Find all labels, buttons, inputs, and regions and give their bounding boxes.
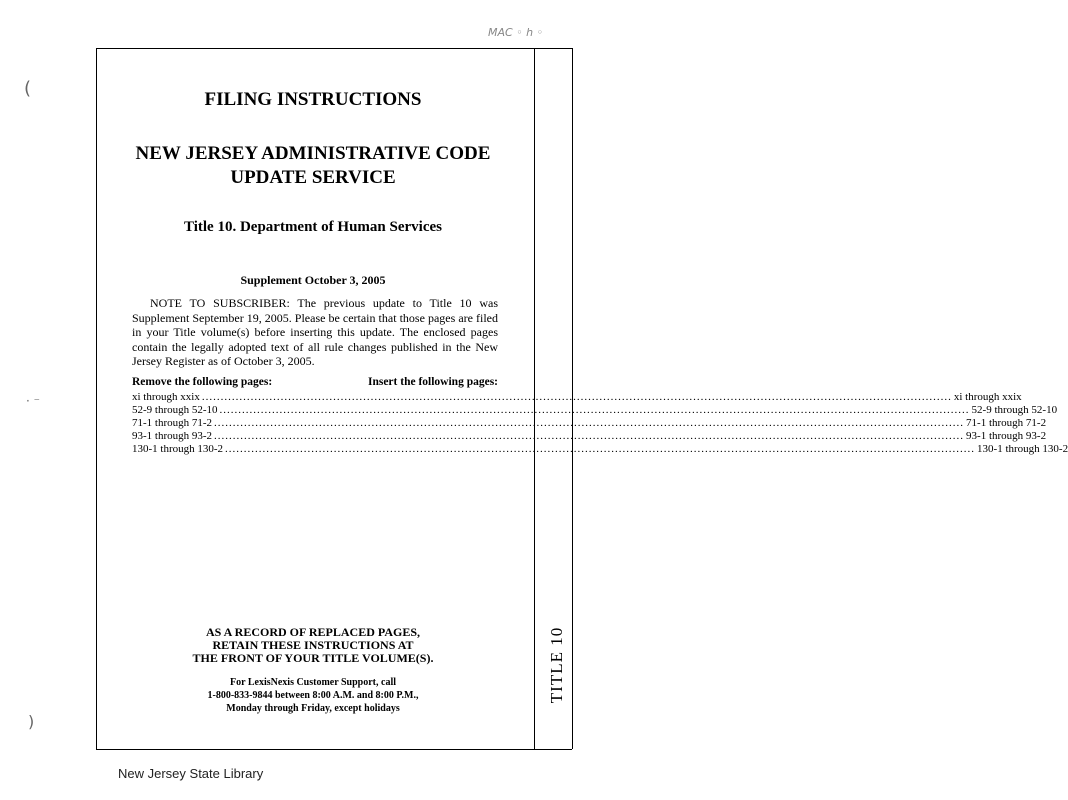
page-title: FILING INSTRUCTIONS (204, 89, 422, 110)
insert-pages: xi through xxix (953, 391, 1022, 403)
insert-pages: 93-1 through 93-2 (966, 430, 1047, 442)
retain-line3: THE FRONT OF YOUR TITLE VOLUME(S). (192, 651, 434, 665)
code-heading-line2: UPDATE SERVICE (230, 167, 396, 188)
leader-dots: ........................................................................................................................................................................................................ (214, 430, 965, 442)
table-row (132, 443, 1068, 456)
pages-table (132, 376, 1068, 456)
remove-pages: 71-1 through 71-2 (132, 417, 213, 429)
remove-header: Remove the following pages: (132, 376, 273, 388)
support-line1: For LexisNexis Customer Support, call (229, 677, 396, 688)
retain-line1: AS A RECORD OF REPLACED PAGES, (205, 625, 421, 639)
remove-pages: 93-1 through 93-2 (132, 430, 213, 442)
department-heading: Title 10. Department of Human Services (183, 219, 443, 235)
subscriber-note: NOTE TO SUBSCRIBER: The previous update to Title 10 was Supplement September 19, 2005. Please be certain that those pages are filed in your Title volume(s) before inserting this update. The enclosed pages contain the legally adopted text of all rule changes published in the New Jersey Register as of October 3, 2005. (132, 296, 498, 368)
retain-line2: RETAIN THESE INSTRUCTIONS AT (212, 638, 414, 652)
table-row (132, 404, 1058, 417)
punch-mark-top: ( (24, 78, 32, 99)
code-heading-line1: NEW JERSEY ADMINISTRATIVE CODE (135, 143, 491, 164)
insert-header: Insert the following pages: (367, 376, 498, 388)
table-row (132, 391, 1022, 404)
title-tab (538, 620, 576, 710)
title-tab-label: TITLE 10 (547, 626, 567, 704)
leader-dots: ........................................................................................................................................................................................................ (225, 443, 976, 455)
insert-pages: 130-1 through 130-2 (977, 443, 1068, 455)
support-line2: 1-800-833-9844 between 8:00 A.M. and 8:00 P.M., (207, 690, 419, 701)
table-row (132, 417, 1047, 430)
leader-dots: ........................................................................................................................................................................................................ (219, 404, 970, 416)
leader-dots: ........................................................................................................................................................................................................ (214, 417, 965, 429)
punch-mark-middle: · ⁻ (26, 394, 40, 408)
code-heading (96, 142, 530, 190)
punch-mark-bottom: ) (28, 712, 35, 731)
remove-pages: xi through xxix (132, 391, 200, 403)
remove-pages: 130-1 through 130-2 (132, 443, 224, 455)
pages-table-header (132, 376, 498, 391)
customer-support (96, 676, 530, 715)
handwritten-note: MAC ◦ h ◦ (488, 26, 544, 39)
leader-dots: ........................................................................................................................................................................................................ (201, 391, 952, 403)
supplement-date: Supplement October 3, 2005 (240, 273, 386, 287)
remove-pages: 52-9 through 52-10 (132, 404, 218, 416)
retain-instructions (96, 626, 530, 665)
insert-pages: 71-1 through 71-2 (966, 417, 1047, 429)
library-stamp: New Jersey State Library (118, 766, 264, 781)
insert-pages: 52-9 through 52-10 (971, 404, 1058, 416)
support-line3: Monday through Friday, except holidays (226, 703, 400, 714)
table-row (132, 430, 1047, 443)
